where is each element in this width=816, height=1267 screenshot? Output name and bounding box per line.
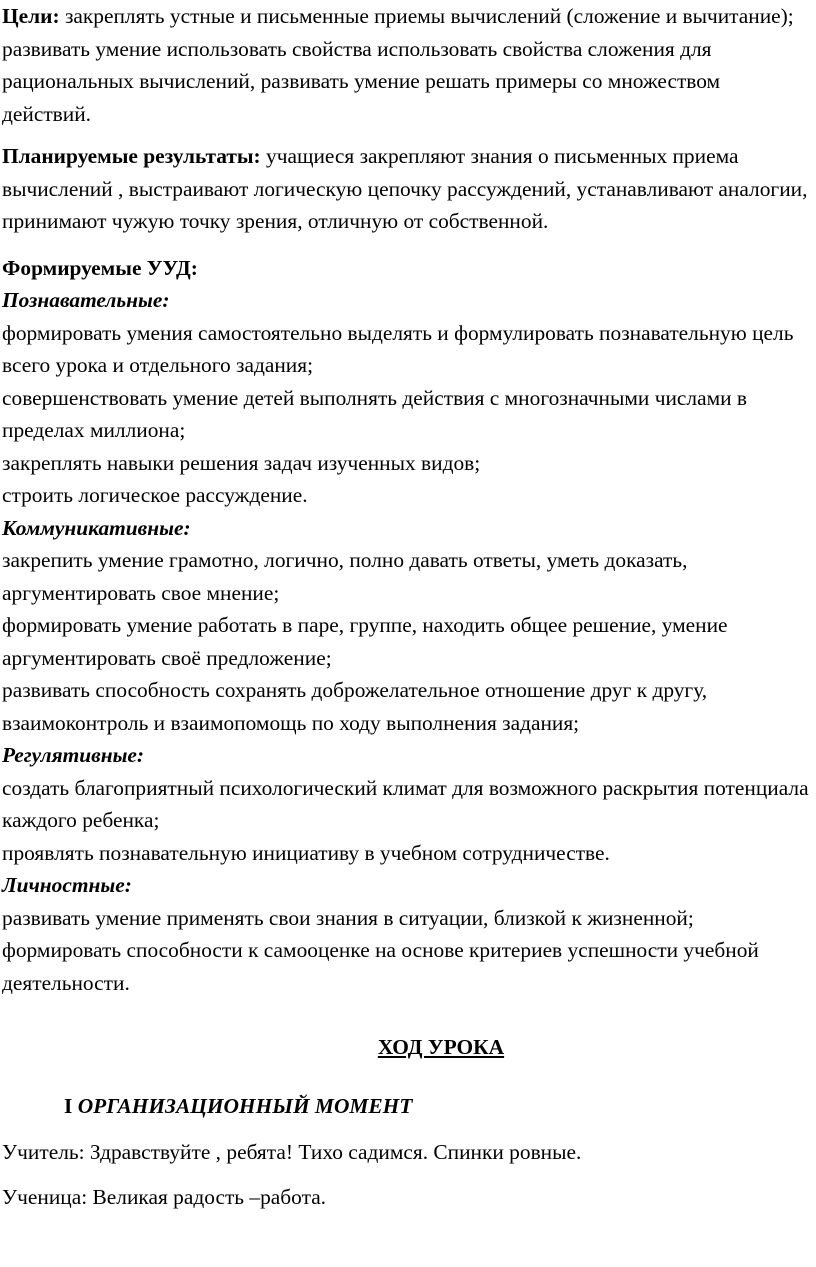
planned-results-text: учащиеся закрепляют знания о письменных приема вычислений , выстраивают логическую цепочку рассуждений, устанавливают аналогии, принимают чужую точку зрения, отличную от собственной. [2, 144, 808, 233]
lesson-title: ХОД УРОКА [377, 1035, 505, 1059]
uud-item: развивать умение применять свои знания в ситуации, близкой к жизненной; формировать способности к самооценке на основе критериев успешности учебной деятельности. [2, 905, 759, 995]
section-name: ОРГАНИЗАЦИОННЫЙ МОМЕНТ [77, 1093, 413, 1118]
planned-results-paragraph [2, 140, 810, 238]
uud-item: проявлять познавательную инициативу в учебном сотрудничестве. [2, 840, 610, 865]
section-number: I [64, 1093, 73, 1118]
uud-item: строить логическое рассуждение. [2, 483, 308, 507]
uud-heading: Формируемые УУД: [2, 255, 198, 280]
dialog-line-teacher: Учитель: Здравствуйте , ребята! Тихо садимся. Спинки ровные. [2, 1140, 582, 1164]
goals-paragraph [2, 0, 810, 130]
uud-item: создать благоприятный психологический климат для возможного раскрытия потенциала каждого ребенка; [2, 775, 809, 832]
uud-group-title-communicative: Коммуникативные: [2, 515, 191, 540]
uud-item: совершенствовать умение детей выполнять действия с многозначными числами в пределах миллиона; [2, 385, 748, 442]
uud-item: формировать умения самостоятельно выделять и формулировать познавательную цель всего урока и отдельного задания; [2, 320, 794, 377]
uud-item: закреплять навыки решения задач изученных видов; [2, 450, 481, 475]
goals-text: закреплять устные и письменные приемы вычислений (сложение и вычитание); развивать умение использовать свойства использовать свойства сложения для рациональных вычислений, развивать умение решать примеры со множеством действий. [2, 4, 794, 126]
uud-item: развивать способность сохранять доброжелательное отношение друг к другу, взаимоконтроль и взаимопомощь по ходу выполнения задания; [2, 678, 708, 735]
uud-item: формировать умение работать в паре, группе, находить общее решение, умение аргументировать своё предложение; [2, 613, 728, 670]
section-title [2, 1090, 810, 1123]
uud-item: закрепить умение грамотно, логично, полно давать ответы, уметь доказать, аргументировать свое мнение; [2, 548, 688, 605]
dialog-line-student: Ученица: Великая радость –работа. [2, 1184, 327, 1209]
uud-group-title-cognitive: Познавательные: [2, 288, 170, 312]
uud-group-title-regulatory: Регулятивные: [2, 743, 145, 767]
uud-group-title-personal: Личностные: [2, 873, 132, 897]
planned-results-label: Планируемые результаты: [2, 144, 261, 168]
goals-label: Цели: [2, 4, 60, 28]
